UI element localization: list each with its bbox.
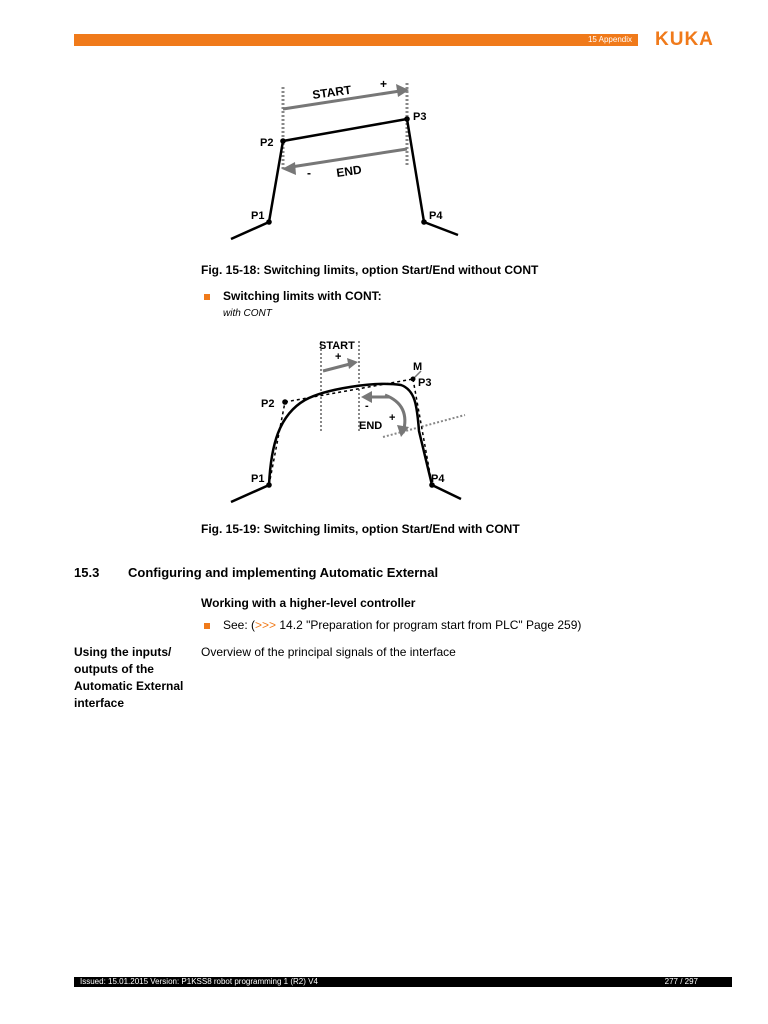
start-label: START xyxy=(311,82,353,102)
kuka-logo: KUKA xyxy=(655,29,714,50)
see-text: 14.2 "Preparation for program start from PLC" Page 259) xyxy=(276,618,582,632)
plus-label: + xyxy=(380,77,388,91)
see-prefix: See: ( xyxy=(223,618,256,632)
see-reference xyxy=(223,618,581,632)
m-label: M xyxy=(413,361,423,373)
minus-label: - xyxy=(365,400,369,412)
end-label: END xyxy=(359,420,383,432)
p1-label: P1 xyxy=(251,210,265,222)
footer-page-number: 277 / 297 xyxy=(664,977,698,986)
p4-label: P4 xyxy=(431,473,445,485)
p2-label: P2 xyxy=(260,137,274,149)
bullet-marker xyxy=(204,623,210,629)
footer-issue-info: Issued: 15.01.2015 Version: P1KSS8 robot programming 1 (R2) V4 xyxy=(80,977,318,986)
p1-label: P1 xyxy=(251,473,265,485)
plus-label: + xyxy=(335,351,342,363)
cross-reference-link[interactable]: >>> xyxy=(255,618,277,632)
figure-15-18-caption: Fig. 15-18: Switching limits, option Start/End without CONT xyxy=(201,263,539,277)
section-number: 15.3 xyxy=(74,565,100,580)
p4-label: P4 xyxy=(429,210,443,222)
header-section-label: 15 Appendix xyxy=(587,35,632,44)
figure-15-19-diagram xyxy=(225,335,470,510)
minus-label: - xyxy=(307,166,311,180)
point-p2 xyxy=(282,399,288,405)
plus-label-2: + xyxy=(389,412,396,424)
point-p1 xyxy=(266,482,272,488)
subheading: Working with a higher-level controller xyxy=(201,596,416,610)
start-arrow xyxy=(323,364,350,371)
bullet-cont-heading: Switching limits with CONT: xyxy=(223,289,382,303)
bullet-marker xyxy=(204,294,210,300)
figure-15-19-caption: Fig. 15-19: Switching limits, option Start/End with CONT xyxy=(201,522,520,536)
section-title: Configuring and implementing Automatic External xyxy=(128,565,439,580)
margin-note: Using the inputs/ outputs of the Automatic External interface xyxy=(74,645,184,710)
header-bar xyxy=(74,34,638,46)
end-label: END xyxy=(335,162,363,180)
point-p1 xyxy=(266,219,272,225)
start-label: START xyxy=(319,340,355,352)
figure-15-18-diagram xyxy=(225,75,465,245)
overview-text: Overview of the principal signals of the interface xyxy=(201,645,456,659)
bullet-cont-sub: with CONT xyxy=(223,308,272,319)
point-m xyxy=(411,377,416,382)
point-p2 xyxy=(280,138,286,144)
p3-label: P3 xyxy=(413,111,427,123)
start-arrowhead xyxy=(347,358,358,369)
footer-bar xyxy=(74,977,732,987)
p2-label: P2 xyxy=(261,398,275,410)
point-p4 xyxy=(421,219,427,225)
dashed-p1-p2 xyxy=(269,402,285,485)
p3-label: P3 xyxy=(418,377,432,389)
point-p3 xyxy=(404,116,410,122)
